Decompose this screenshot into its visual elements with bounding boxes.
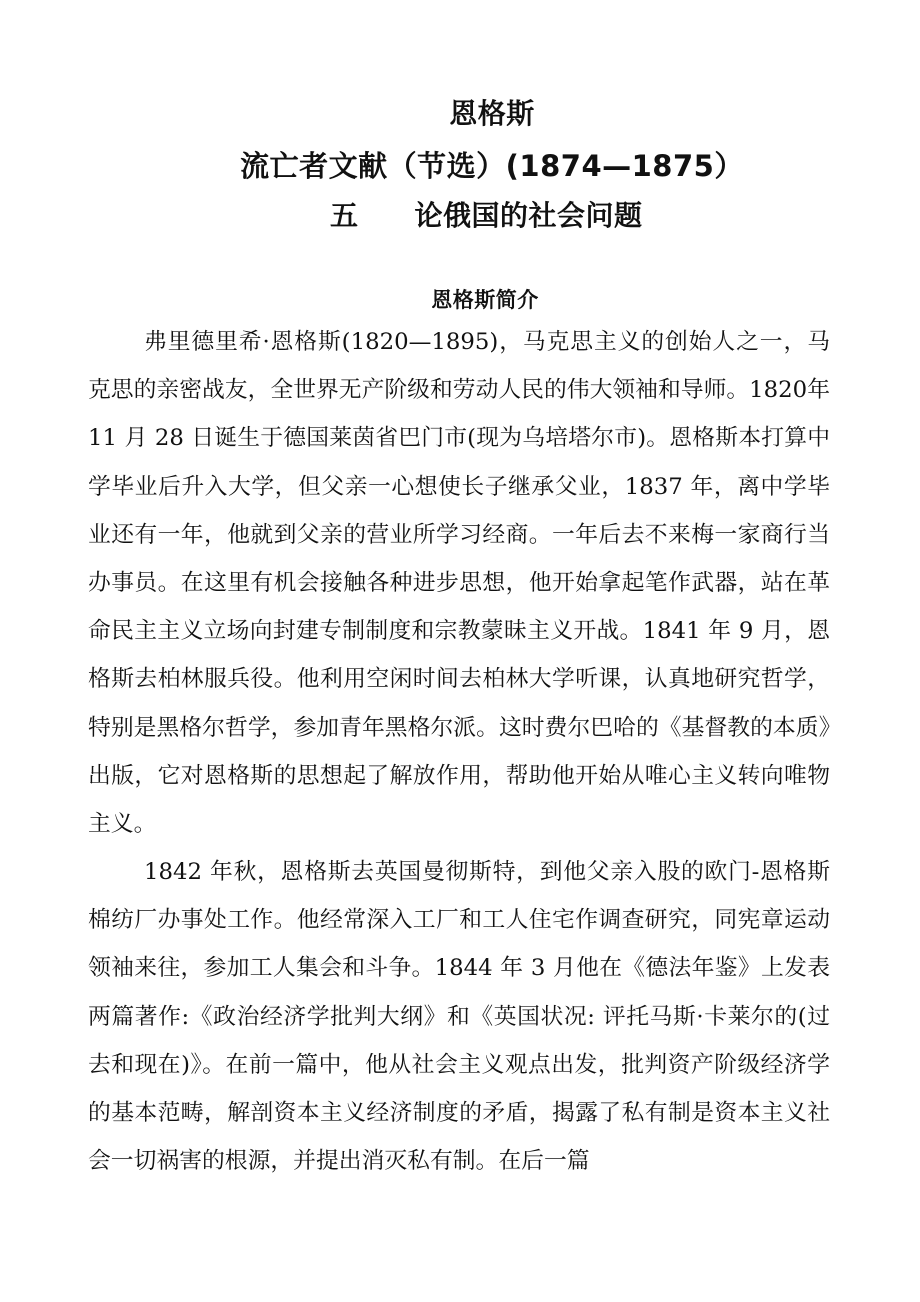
intro-heading: 恩格斯简介 [431, 288, 539, 312]
section-heading [330, 194, 643, 234]
paragraph: 1842 年秋，恩格斯去英国曼彻斯特，到他父亲入股的欧门-恩格斯棉纺厂办事处工作。他经常深入工厂和工人住宅作调查研究，同宪章运动领袖来往，参加工人集会和斗争。1844 年 3 月他在《德法年鉴》上发表两篇著作:《政治经济学批判大纲》和《英国状况: 评托马斯·卡莱尔的(过去和现在)》。在前一篇中，他从社会主义观点出发，批判资产阶级经济学的基本范畴，解剖资本主义经济制度的矛盾，揭露了私有制是资本主义社会一切祸害的根源，并提出消灭私有制。在后一篇 [88, 859, 830, 1175]
author-heading: 恩格斯 [449, 97, 535, 130]
section-title: 论俄国的社会问题 [414, 199, 643, 232]
section-number: 五 [330, 199, 359, 232]
work-title: 流亡者文献（节选）(1874—1875） [240, 149, 744, 183]
paragraph: 弗里德里希·恩格斯(1820—1895)，马克思主义的创始人之一，马克思的亲密战友，全世界无产阶级和劳动人民的伟大领袖和导师。1820年 11 月 28 日诞生于德国莱茵省巴门市(现为乌培塔尔市)。恩格斯本打算中学毕业后升入大学，但父亲一心想使长子继承父业，1837 年，离中学毕业还有一年，他就到父亲的营业所学习经商。一年后去不来梅一家商行当办事员。在这里有机会接触各种进步思想，他开始拿起笔作武器，站在革命民主主义立场向封建专制制度和宗教蒙昧主义开战。1841 年 9 月，恩格斯去柏林服兵役。他利用空闲时间去柏林大学听课，认真地研究哲学，特别是黑格尔哲学，参加青年黑格尔派。这时费尔巴哈的《基督教的本质》出版，它对恩格斯的思想起了解放作用，帮助他开始从唯心主义转向唯物主义。 [88, 329, 830, 838]
